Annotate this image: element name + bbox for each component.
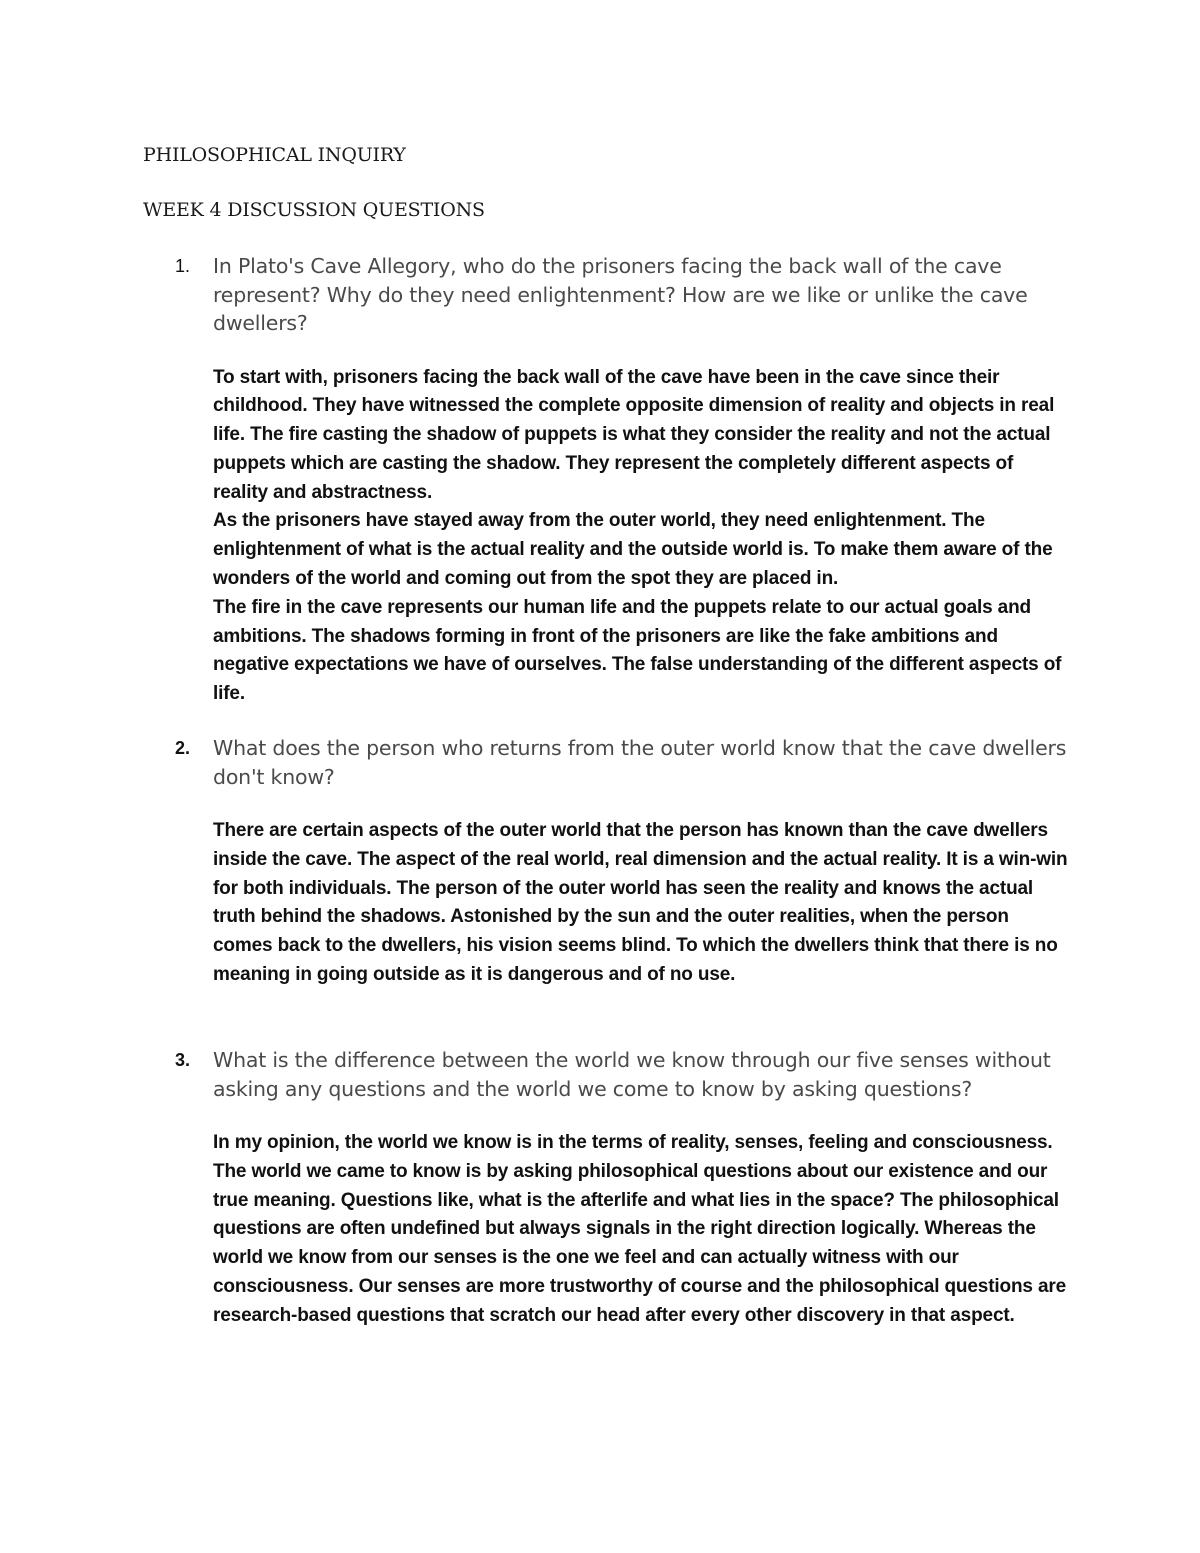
- answer-1-paragraph-3: The fire in the cave represents our human life and the puppets relate to our actual goals and ambitions. The shadows forming in front of the prisoners are like the fake ambitions and negative expectations we have of ourselves. The false understanding of the different aspects of life.: [213, 596, 1062, 705]
- question-block-2: [143, 734, 1073, 990]
- question-number-1: 1.: [175, 256, 191, 276]
- answer-1-paragraph-2: As the prisoners have stayed away from the outer world, they need enlightenment. The enlightenment of what is the actual reality and the outside world is. To make them aware of the wonders of the world and coming out from the spot they are placed in.: [213, 510, 1053, 590]
- question-1: [143, 252, 1073, 338]
- answer-1: [213, 364, 1073, 710]
- answer-2-paragraph-1: There are certain aspects of the outer world that the person has known than the cave dwellers inside the cave. The aspect of the real world, real dimension and the actual reality. It is a win-win for both individuals. The person of the outer world has seen the reality and knows the actual truth behind the shadows. Astonished by the sun and the outer realities, when the person comes back to the dwellers, his vision seems blind. To which the dwellers think that there is no meaning in going outside as it is dangerous and of no use.: [213, 820, 1068, 985]
- answer-1-paragraph-1: To start with, prisoners facing the back wall of the cave have been in the cave since their childhood. They have witnessed the complete opposite dimension of reality and objects in real life. The fire casting the shadow of puppets is what they consider the reality and not the actual puppets which are casting the shadow. They represent the completely different aspects of reality and abstractness.: [213, 366, 1055, 503]
- question-number-3: 3.: [175, 1050, 191, 1070]
- question-3: [143, 1046, 1073, 1103]
- question-text-1: In Plato's Cave Allegory, who do the prisoners facing the back wall of the cave represent? Why do they need enlightenment? How are we like or unlike the cave dwellers?: [213, 254, 1028, 335]
- answer-3-paragraph-1: In my opinion, the world we know is in the terms of reality, senses, feeling and consciousness. The world we came to know is by asking philosophical questions about our existence and our true meaning. Questions like, what is the afterlife and what lies in the space? The philosophical questions are often undefined but always signals in the right direction logically. Whereas the world we know from our senses is the one we feel and can actually witness with our consciousness. Our senses are more trustworthy of course and the philosophical questions are research-based questions that scratch our head after every other discovery in that aspect.: [213, 1132, 1067, 1326]
- question-2: [143, 734, 1073, 791]
- question-block-3: [143, 1046, 1073, 1331]
- question-number-2: 2.: [175, 738, 191, 758]
- answer-2: [213, 817, 1073, 990]
- document-subtitle: WEEK 4 DISCUSSION QUESTIONS: [143, 199, 485, 221]
- answer-3: [213, 1129, 1073, 1331]
- course-title: PHILOSOPHICAL INQUIRY: [143, 144, 406, 166]
- question-block-1: [143, 252, 1073, 709]
- question-text-2: What does the person who returns from the outer world know that the cave dwellers don't know?: [213, 736, 1067, 789]
- question-text-3: What is the difference between the world we know through our five senses without asking any questions and the world we come to know by asking questions?: [213, 1048, 1051, 1101]
